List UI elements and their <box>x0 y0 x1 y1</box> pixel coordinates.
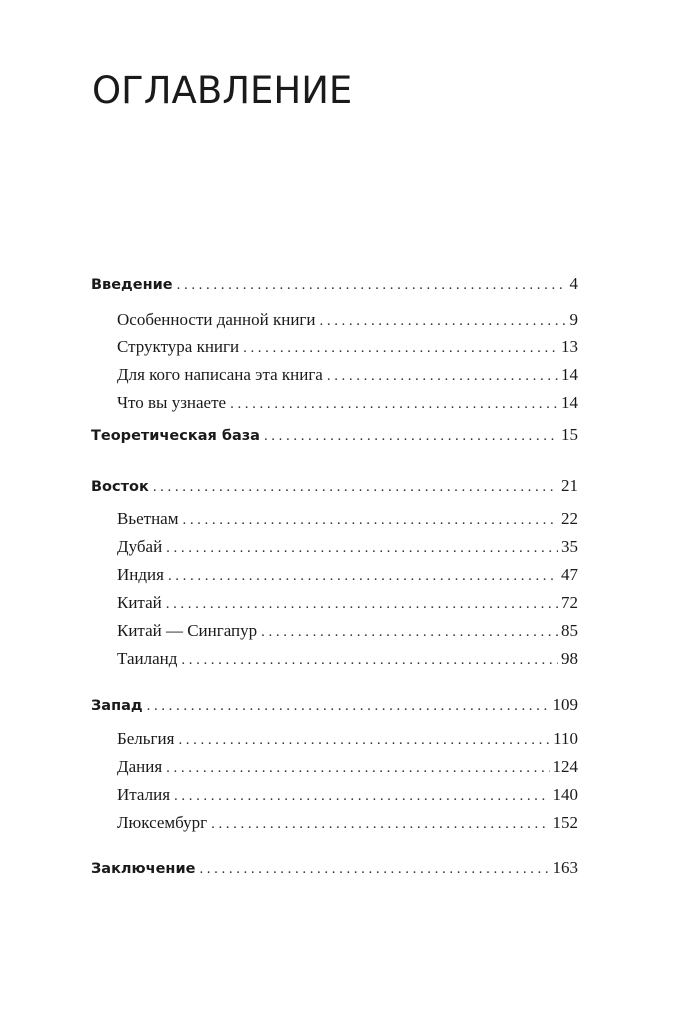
toc-section-east[interactable] <box>91 475 578 497</box>
toc-label: Вьетнам <box>117 509 179 528</box>
toc-leader-dots <box>166 757 549 778</box>
toc-page-number: 110 <box>553 729 578 748</box>
toc-item-intro-features[interactable] <box>117 309 578 331</box>
toc-leader-dots <box>178 729 550 750</box>
toc-label: Для кого написана эта книга <box>117 365 323 384</box>
toc-label: Китай — Сингапур <box>117 621 258 640</box>
toc-label: Италия <box>117 785 171 804</box>
toc-leader-dots <box>199 858 549 879</box>
toc-page-number: 21 <box>561 476 578 495</box>
toc-page-number: 47 <box>561 565 578 584</box>
toc-item-west-luxembourg[interactable] <box>117 812 578 834</box>
toc-label: Дубай <box>117 537 163 556</box>
toc-page-number: 98 <box>561 649 578 668</box>
toc-page-number: 14 <box>561 365 578 384</box>
toc-page-number: 109 <box>552 695 578 714</box>
toc-leader-dots <box>327 365 558 386</box>
toc-leader-dots <box>243 337 558 358</box>
toc-label: Люксембург <box>117 813 208 832</box>
toc-leader-dots <box>182 509 558 530</box>
page-title: ОГЛАВЛЕНИЕ <box>92 69 353 112</box>
toc-item-intro-audience[interactable] <box>117 364 578 386</box>
toc-item-east-dubai[interactable] <box>117 536 578 558</box>
toc-item-east-china[interactable] <box>117 592 578 614</box>
toc-page-number: 14 <box>561 393 578 412</box>
toc-page-number: 35 <box>561 537 578 556</box>
toc-label: Введение <box>91 277 173 293</box>
toc-item-east-thailand[interactable] <box>117 648 578 670</box>
toc-leader-dots <box>320 310 567 331</box>
toc-item-west-italy[interactable] <box>117 784 578 806</box>
toc-item-east-china-singapore[interactable] <box>117 620 578 642</box>
toc-leader-dots <box>261 621 558 642</box>
toc-page-number: 85 <box>561 621 578 640</box>
toc-label: Запад <box>91 698 143 714</box>
toc-page-number: 72 <box>561 593 578 612</box>
toc-label: Теоретическая база <box>91 428 260 444</box>
toc-leader-dots <box>174 785 549 806</box>
toc-page-number: 9 <box>569 310 578 329</box>
toc-leader-dots <box>177 274 567 295</box>
toc-leader-dots <box>166 537 558 558</box>
toc-item-intro-learn[interactable] <box>117 392 578 414</box>
toc-label: Заключение <box>91 861 196 877</box>
toc-page-number: 13 <box>561 337 578 356</box>
toc-leader-dots <box>147 695 550 716</box>
toc-leader-dots <box>153 476 558 497</box>
toc-label: Бельгия <box>117 729 175 748</box>
toc-leader-dots <box>230 393 558 414</box>
toc-page-number: 4 <box>569 274 578 293</box>
toc-label: Китай <box>117 593 162 612</box>
toc-leader-dots <box>168 565 558 586</box>
toc-leader-dots <box>211 813 549 834</box>
toc-label: Что вы узнаете <box>117 393 227 412</box>
toc-leader-dots <box>181 649 558 670</box>
toc-label: Структура книги <box>117 337 240 356</box>
toc-page-number: 163 <box>552 858 578 877</box>
toc-section-west[interactable] <box>91 694 578 716</box>
toc-label: Восток <box>91 479 149 495</box>
toc-section-intro[interactable] <box>91 273 578 295</box>
toc-leader-dots <box>166 593 558 614</box>
toc-page-number: 152 <box>552 813 578 832</box>
toc-item-east-vietnam[interactable] <box>117 508 578 530</box>
toc-label: Особенности данной книги <box>117 310 316 329</box>
toc-label: Таиланд <box>117 649 178 668</box>
toc-item-west-belgium[interactable] <box>117 728 578 750</box>
toc-item-east-india[interactable] <box>117 564 578 586</box>
toc-item-intro-structure[interactable] <box>117 336 578 358</box>
toc-section-conclusion[interactable] <box>91 857 578 879</box>
toc-leader-dots <box>264 425 558 446</box>
toc-page-number: 15 <box>561 425 578 444</box>
toc-page-number: 140 <box>552 785 578 804</box>
toc-label: Индия <box>117 565 164 584</box>
toc-section-theory[interactable] <box>91 424 578 446</box>
toc-page-number: 22 <box>561 509 578 528</box>
toc-label: Дания <box>117 757 163 776</box>
toc-page-number: 124 <box>552 757 578 776</box>
toc-item-west-denmark[interactable] <box>117 756 578 778</box>
